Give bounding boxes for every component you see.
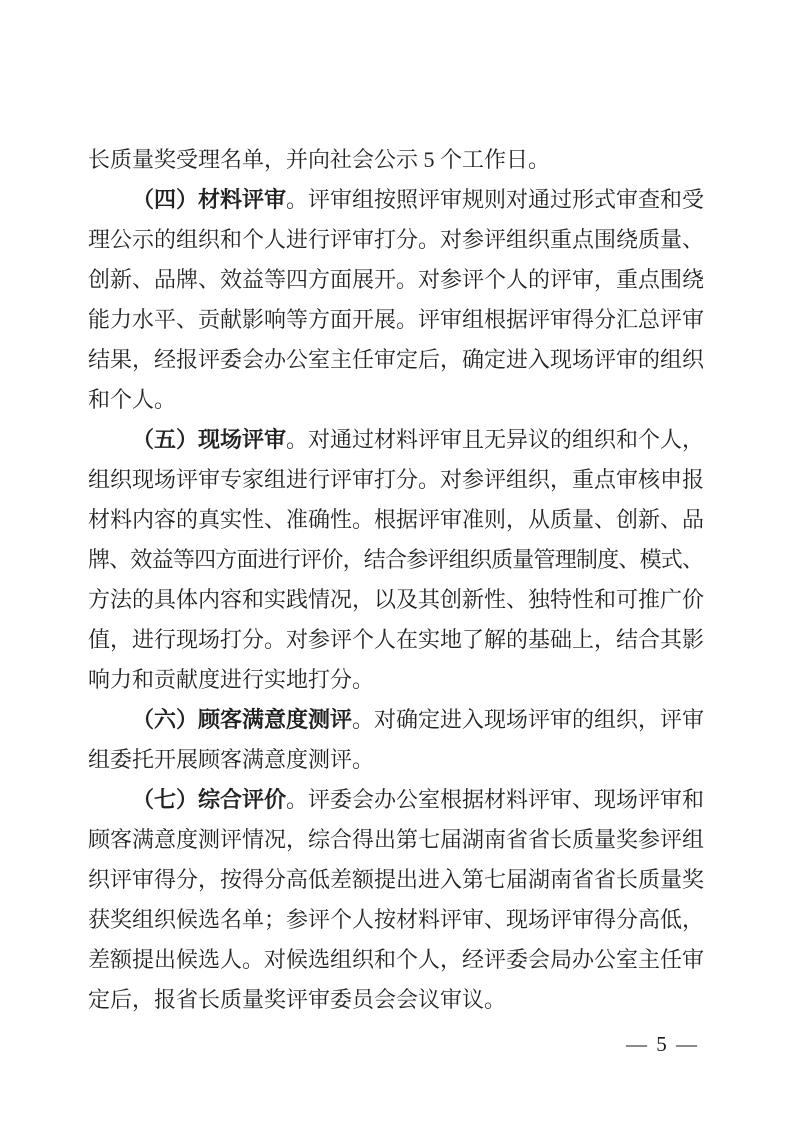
text-line xyxy=(88,140,704,180)
text-line xyxy=(88,380,704,420)
text-line-content: 组织现场评审专家组进行评审打分。对参评组织，重点审核申报 xyxy=(88,467,704,492)
text-line-content: 创新、品牌、效益等四方面展开。对参评个人的评审，重点围绕 xyxy=(88,267,704,292)
text-line xyxy=(88,220,704,260)
text-line xyxy=(88,500,704,540)
text-line xyxy=(88,740,704,780)
text-line xyxy=(88,660,704,700)
text-line xyxy=(88,300,704,340)
text-line xyxy=(88,940,704,980)
text-line-content: 和个人。 xyxy=(88,387,177,412)
text-line xyxy=(88,980,704,1020)
text-line xyxy=(88,460,704,500)
text-line-content: （五）现场评审。对通过材料评审且无异议的组织和个人， xyxy=(132,427,704,452)
section-heading: （六）顾客满意度测评 xyxy=(132,707,352,732)
text-line-content: 获奖组织候选名单；参评个人按材料评审、现场评审得分高低， xyxy=(88,907,704,932)
text-line-content: 材料内容的真实性、准确性。根据评审准则，从质量、创新、品 xyxy=(88,507,704,532)
text-line xyxy=(88,180,704,220)
text-line xyxy=(88,860,704,900)
text-line xyxy=(88,820,704,860)
text-line-content: （七）综合评价。评委会办公室根据材料评审、现场评审和 xyxy=(132,787,704,812)
text-line-content: 顾客满意度测评情况，综合得出第七届湖南省省长质量奖参评组 xyxy=(88,827,704,852)
text-line-content: 理公示的组织和个人进行评审打分。对参评组织重点围绕质量、 xyxy=(88,227,704,252)
text-line-content: 织评审得分，按得分高低差额提出进入第七届湖南省省长质量奖 xyxy=(88,867,704,892)
text-line xyxy=(88,420,704,460)
text-line-content: 能力水平、贡献影响等方面开展。评审组根据评审得分汇总评审 xyxy=(88,307,704,332)
text-line xyxy=(88,340,704,380)
text-line-content: 长质量奖受理名单，并向社会公示 5 个工作日。 xyxy=(88,147,551,172)
text-line-content: 牌、效益等四方面进行评价，结合参评组织质量管理制度、模式、 xyxy=(88,547,704,572)
text-line-content: 响力和贡献度进行实地打分。 xyxy=(88,667,375,692)
text-line xyxy=(88,580,704,620)
text-line-content: 值，进行现场打分。对参评个人在实地了解的基础上，结合其影 xyxy=(88,627,704,652)
text-line-content: 结果，经报评委会办公室主任审定后，确定进入现场评审的组织 xyxy=(88,347,704,372)
text-line xyxy=(88,900,704,940)
text-line xyxy=(88,540,704,580)
section-heading: （四）材料评审 xyxy=(132,187,286,212)
document-text-block xyxy=(88,140,704,1020)
text-line xyxy=(88,260,704,300)
text-line-content: （四）材料评审。评审组按照评审规则对通过形式审查和受 xyxy=(132,187,704,212)
section-heading: （五）现场评审 xyxy=(132,427,286,452)
text-line-content: 组委托开展顾客满意度测评。 xyxy=(88,747,375,772)
text-line xyxy=(88,700,704,740)
text-line xyxy=(88,620,704,660)
text-line-content: （六）顾客满意度测评。对确定进入现场评审的组织，评审 xyxy=(132,707,704,732)
text-line-content: 差额提出候选人。对候选组织和个人，经评委会局办公室主任审 xyxy=(88,947,704,972)
text-line xyxy=(88,780,704,820)
text-line-content: 定后，报省长质量奖评审委员会会议审议。 xyxy=(88,987,507,1012)
text-line-content: 方法的具体内容和实践情况，以及其创新性、独特性和可推广价 xyxy=(88,587,704,612)
section-heading: （七）综合评价 xyxy=(132,787,286,812)
page-number: — 5 — xyxy=(626,1032,699,1056)
